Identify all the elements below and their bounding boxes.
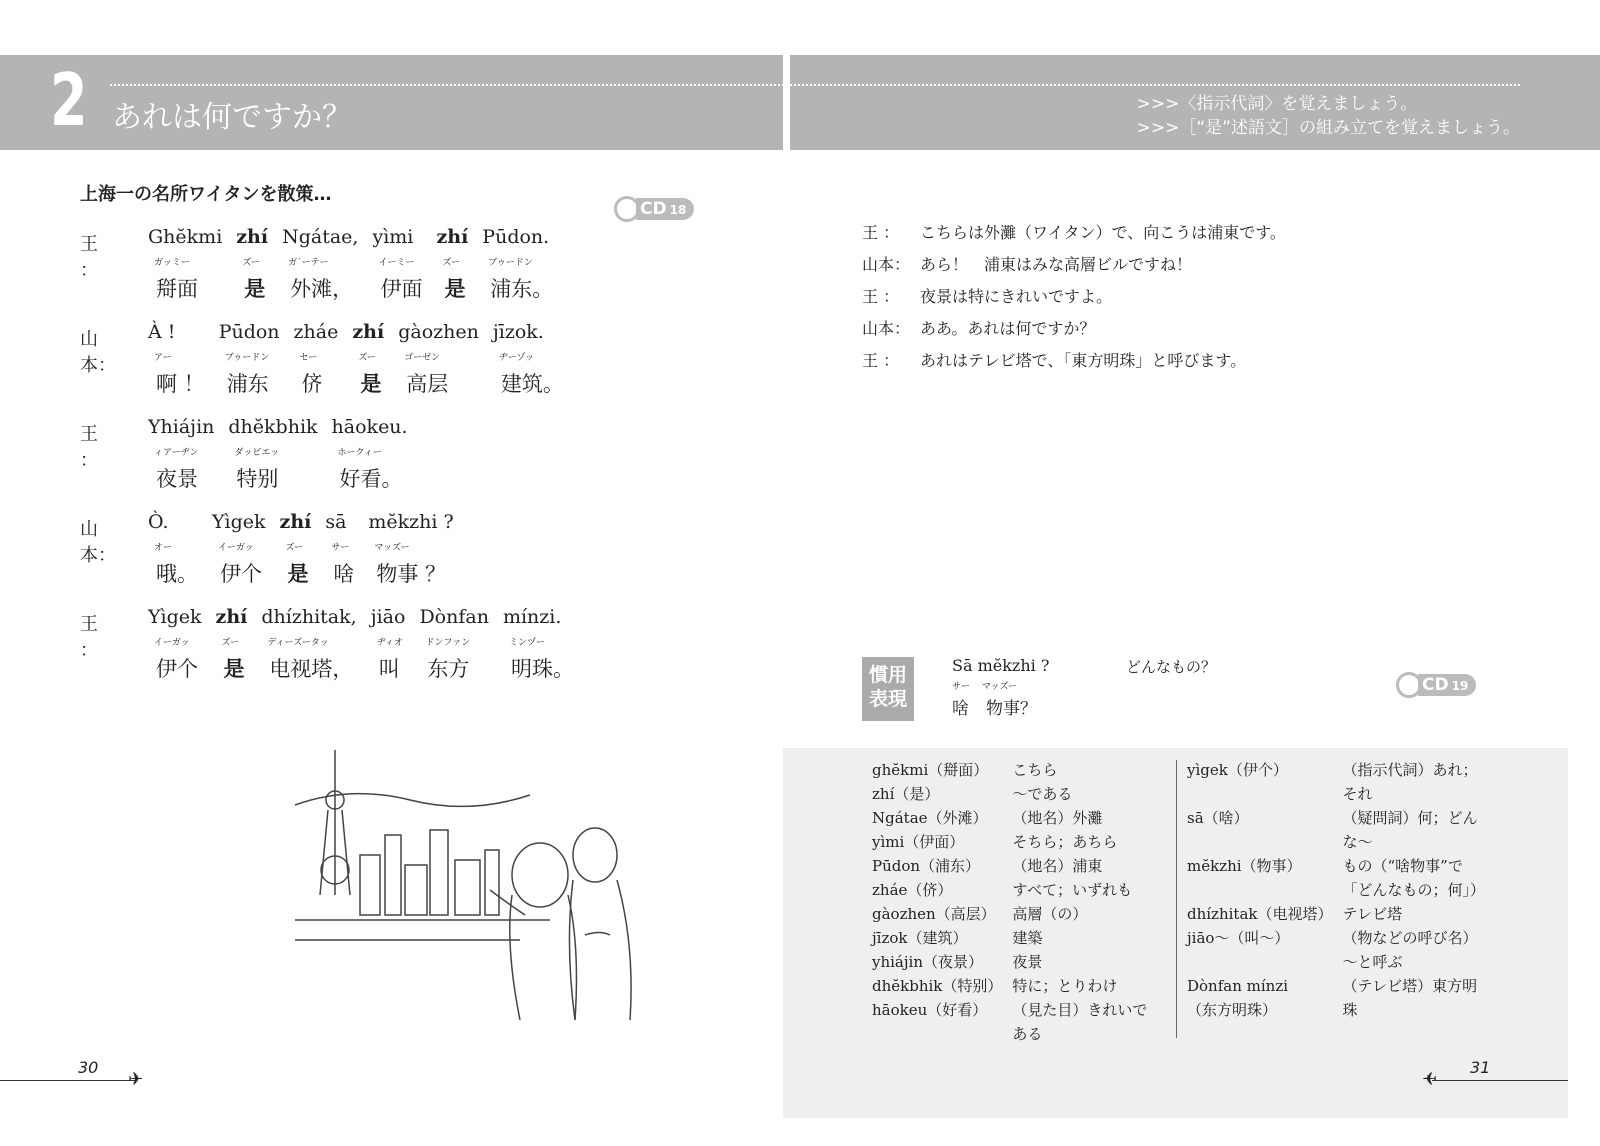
pinyin: jiāo [370,606,406,628]
vocab-row [872,878,1147,902]
cd-track-badge [1396,673,1476,697]
vocab-meaning: こちら [1012,761,1058,779]
vocab-meaning: 特に；とりわけ [1012,977,1118,995]
kana-reading: ガ˙ーテー [288,258,329,268]
hanzi: 外滩， [290,277,354,301]
hanzi: 是 [223,656,245,681]
idiom-label [862,657,914,721]
vocab-meaning: テレビ塔 [1342,905,1403,923]
kana-reading: アー [154,353,172,363]
vocab-meaning: ～と呼ぶ [1342,953,1403,971]
speaker: 山本： [862,319,911,338]
vocab-row [872,926,1147,950]
vocab-term: jiāo～（叫～） [1187,929,1290,947]
hanzi: 啊 ！ [156,372,205,396]
pinyin: zhí [352,321,385,343]
kana-reading: ガッミー [154,258,190,268]
pinyin: zhí [436,226,469,248]
vocab-row [872,854,1147,878]
speaker: 王 ： [80,234,98,281]
word [148,511,198,588]
kana-reading: ズー [221,638,240,648]
vocab-meaning: もの（“啥物事”で [1342,857,1463,875]
word [493,321,564,398]
hanzi: 啥 [333,562,355,586]
hanzi: 伊个 [156,657,198,681]
hanzi: 物事 ？ [376,562,447,586]
pinyin: gàozhen [398,321,479,343]
hanzi: 特别 [236,467,279,491]
dialogue-words [148,321,564,398]
vocab-term: dhĕkbhik（特别） [872,977,1003,995]
vocab-term: yìgek（伊个） [1187,761,1288,779]
vocab-term: Pūdon（浦东） [872,857,981,875]
word [325,511,354,588]
vocab-term [872,1022,1012,1046]
cd-number: 18 [669,203,687,217]
speaker: 王 ： [80,424,98,471]
hanzi: 明珠。 [510,657,574,681]
kana-reading: オー [154,543,173,553]
pinyin: zhí [236,226,269,248]
translation-text: あれはテレビ塔で、「東方明珠」と呼びます。 [920,351,1247,370]
vocab-column-right [1187,758,1485,1022]
hanzi: 伊面 [380,277,423,301]
kana-reading: ドンファン [425,638,471,648]
kana-reading: ヂーゾッ [498,353,534,363]
vocab-row [872,830,1147,854]
goal: >>>〈指示代詞〉を覚えましょう。 [1136,94,1418,114]
vocab-meaning: （物などの呼び名） [1342,929,1478,947]
kana-reading: ホークィー [337,448,382,458]
dialogue-words [148,226,553,303]
pinyin: zhí [215,606,248,628]
vocab-divider [1176,760,1177,1038]
goal: >>>［“是”述語文］の組み立てを覚えましょう。 [1136,118,1520,138]
vocab-term [1187,950,1342,974]
footer-line [0,1080,135,1081]
lesson-title: あれは何ですか？ [112,100,352,135]
pinyin: Pūdon [218,321,280,343]
vocab-meaning: ある [1012,1025,1043,1043]
vocab-term: sā（啥） [1187,809,1249,827]
hanzi: 伊个 [220,562,262,586]
airplane-icon: ✈ [128,1069,144,1090]
translation-line [862,252,1286,284]
vocab-row [1187,854,1485,878]
speaker: 山本： [80,329,116,376]
lesson-number: 2 [50,58,88,142]
kana-reading: ダッビエッ [234,448,280,458]
pinyin: zhí [279,511,312,533]
idiom-pinyin: Sā mĕkzhi ? [952,656,1050,675]
kana-reading: ブゥードン [224,353,270,363]
shanghai-bund-illustration [290,745,670,1025]
vocab-row [872,806,1147,830]
translation-text: こちらは外灘（ワイタン）で、向こうは浦東です。 [920,223,1286,242]
word [148,226,222,303]
pinyin: Pūdon. [482,226,550,248]
cd-label: CD [640,199,667,219]
pinyin: mínzi. [502,606,562,628]
speaker: 王 ： [862,287,900,306]
speaker: 王 ： [862,223,900,242]
word [352,321,384,398]
kana-reading: ミンヅー [508,638,545,648]
kana-reading: マッズー [374,543,410,553]
kana-reading: イーガッ [218,543,254,553]
translation-text: ああ。あれは何ですか？ [920,319,1096,338]
kana-reading: ィアーヂン [154,448,199,458]
vocab-term: yhiájin（夜景） [872,953,983,971]
cd-number: 19 [1451,679,1469,693]
pinyin: zháe [293,321,339,343]
vocab-meaning: 建築 [1012,929,1043,947]
vocab-term: jīzok（建筑） [872,929,968,947]
dialogue-words [148,416,408,493]
speaker: 山本： [80,519,116,566]
kana-reading: セー [299,353,318,363]
vocab-term: zháe（侪） [872,881,953,899]
scene-caption: 上海一の名所ワイタンを散策… [80,184,332,205]
hanzi: 建筑。 [500,372,564,396]
kana-reading: ブゥードン [488,258,533,268]
word [436,226,468,303]
hanzi: 高层 [406,372,449,396]
kana-reading: ズー [242,258,260,268]
vocab-term [1187,782,1342,806]
pinyin: Ghĕkmi [148,226,223,248]
translation-line [862,284,1286,316]
pinyin: Yhiájin [148,416,215,438]
vocab-row [1187,950,1485,974]
pinyin: sā [325,511,347,533]
vocab-term: zhí（是） [872,785,940,803]
vocab-row [872,950,1147,974]
vocab-term [1187,878,1342,902]
speaker: 王 ： [862,351,900,370]
vocab-meaning: （地名）浦東 [1012,857,1103,875]
vocab-term: （东方明珠） [1187,1001,1278,1019]
vocab-meaning: 「どんなもの；何」） [1342,881,1485,899]
kana-reading: ズー [285,543,304,553]
word [148,606,202,683]
vocab-term: yìmi（伊面） [872,833,965,851]
vocab-term: dhízhitak（电视塔） [1187,905,1333,923]
vocab-term: ghĕkmi（搿面） [872,761,989,779]
pinyin: Dònfan [419,606,489,628]
airplane-icon: ✈ [1422,1069,1438,1090]
kana-reading: ゴーゼン [404,353,441,363]
word [282,226,358,303]
word [216,606,248,683]
hanzi: 是 [360,371,382,396]
kana-reading: サー [331,543,350,553]
vocab-row [1187,806,1485,830]
vocab-meaning: 夜景 [1012,953,1043,971]
word [503,606,574,683]
speaker: 王 ： [80,614,98,661]
vocab-row [872,974,1147,998]
word [212,511,266,588]
word [261,606,356,683]
vocab-meaning: （見た目）きれいで [1012,1001,1148,1019]
translation-line [862,348,1286,380]
idiom-meaning: どんなもの？ [1126,658,1217,676]
pinyin: jīzok. [492,321,544,343]
hanzi: 侪 [301,372,323,396]
hanzi: 是 [244,276,266,301]
translation [862,220,1286,380]
pinyin: mĕkzhi ? [368,511,454,533]
vocab-term: mĕkzhi（物事） [1187,857,1302,875]
vocab-row [1187,830,1485,854]
pinyin: hāokeu. [331,416,408,438]
idiom-hanzi: 啥 物事？ [952,699,1037,719]
page-number-left: 30 [78,1058,99,1077]
vocab-row [1187,758,1485,782]
vocab-term: Ngátae（外滩） [872,809,988,827]
translation-line [862,316,1286,348]
vocab-row [872,998,1147,1022]
hanzi: 搿面 [156,277,198,301]
kana-reading: イーガッ [154,638,190,648]
word [236,226,268,303]
idiom-phrase [952,656,1049,719]
dialogue-words [148,511,454,588]
cd-label: CD [1422,675,1449,695]
vocab-row [872,782,1147,806]
idiom-label-line: 表現 [868,688,907,710]
translation-text: あら！ 浦東はみな高層ビルですね！ [920,255,1193,274]
hanzi: 电视塔， [269,657,354,681]
word [280,511,312,588]
dotted-divider [110,84,1520,86]
pinyin: Ò. [148,511,169,533]
hanzi: 好看。 [339,467,403,491]
kana-reading: ディーズータッ [267,638,329,648]
word [219,321,280,398]
word [482,226,553,303]
vocab-meaning: 珠 [1342,1001,1358,1019]
dialogue-words [148,606,574,683]
word [368,511,453,588]
pinyin: dhĕkbhik [228,416,318,438]
hanzi: 浦东。 [490,277,554,301]
vocab-row [1187,926,1485,950]
vocab-column-left [872,758,1147,1046]
hanzi: 浦东 [226,372,269,396]
vocab-row [1187,878,1485,902]
speaker: 山本： [862,255,911,274]
pinyin: yìmi [372,226,414,248]
word [228,416,317,493]
word [148,321,205,398]
idiom-kana: サー マッズー [952,682,1018,692]
pinyin: dhízhitak, [261,606,357,628]
idiom-label-line: 慣用 [868,664,907,686]
hanzi: 东方 [427,657,470,681]
footer-line [1432,1080,1568,1081]
kana-reading: ヂィオ [376,638,403,648]
vocab-meaning: そちら；あちら [1012,833,1118,851]
word [398,321,479,398]
vocab-term: gàozhen（高层） [872,905,996,923]
vocab-meaning: な～ [1342,833,1373,851]
kana-reading: ズー [442,258,461,268]
vocab-meaning: （指示代詞）あれ； [1342,761,1478,779]
pinyin: À ! [148,321,176,343]
word [294,321,339,398]
word [148,416,214,493]
hanzi: 夜景 [156,467,198,491]
vocab-term [1187,830,1342,854]
vocab-row [872,758,1147,782]
pinyin: Yìgek [212,511,266,533]
vocab-meaning: （テレビ塔）東方明 [1342,977,1478,995]
vocab-row [1187,998,1485,1022]
lesson-goals [1137,92,1520,140]
vocab-row [1187,902,1485,926]
vocab-meaning: すべて；いずれも [1012,881,1133,899]
word [372,226,422,303]
vocab-meaning: それ [1342,785,1373,803]
hanzi: 是 [444,276,466,301]
vocab-meaning: （地名）外灘 [1012,809,1103,827]
cd-track-badge [614,197,694,221]
translation-text: 夜景は特にきれいですよ。 [920,287,1113,306]
page-number-right: 31 [1470,1058,1491,1077]
vocab-row [1187,782,1485,806]
hanzi: 是 [287,561,309,586]
vocab-meaning: （疑問詞）何；どん [1342,809,1478,827]
vocab-meaning: 高層（の） [1012,905,1088,923]
hanzi: 哦。 [156,562,198,586]
word [371,606,406,683]
vocab-term: Dònfan mínzi [1187,977,1289,995]
kana-reading: イーミー [378,258,415,268]
pinyin: Ngátae, [282,226,359,248]
kana-reading: ズー [358,353,376,363]
translation-line [862,220,1286,252]
vocab-row [872,902,1147,926]
word [332,416,408,493]
hanzi: 叫 [378,657,400,681]
vocab-row [872,1022,1147,1046]
pinyin: Yìgek [148,606,202,628]
vocab-term: hāokeu（好看） [872,1001,988,1019]
vocab-row [1187,974,1485,998]
word [419,606,489,683]
vocab-meaning: ～である [1012,785,1073,803]
